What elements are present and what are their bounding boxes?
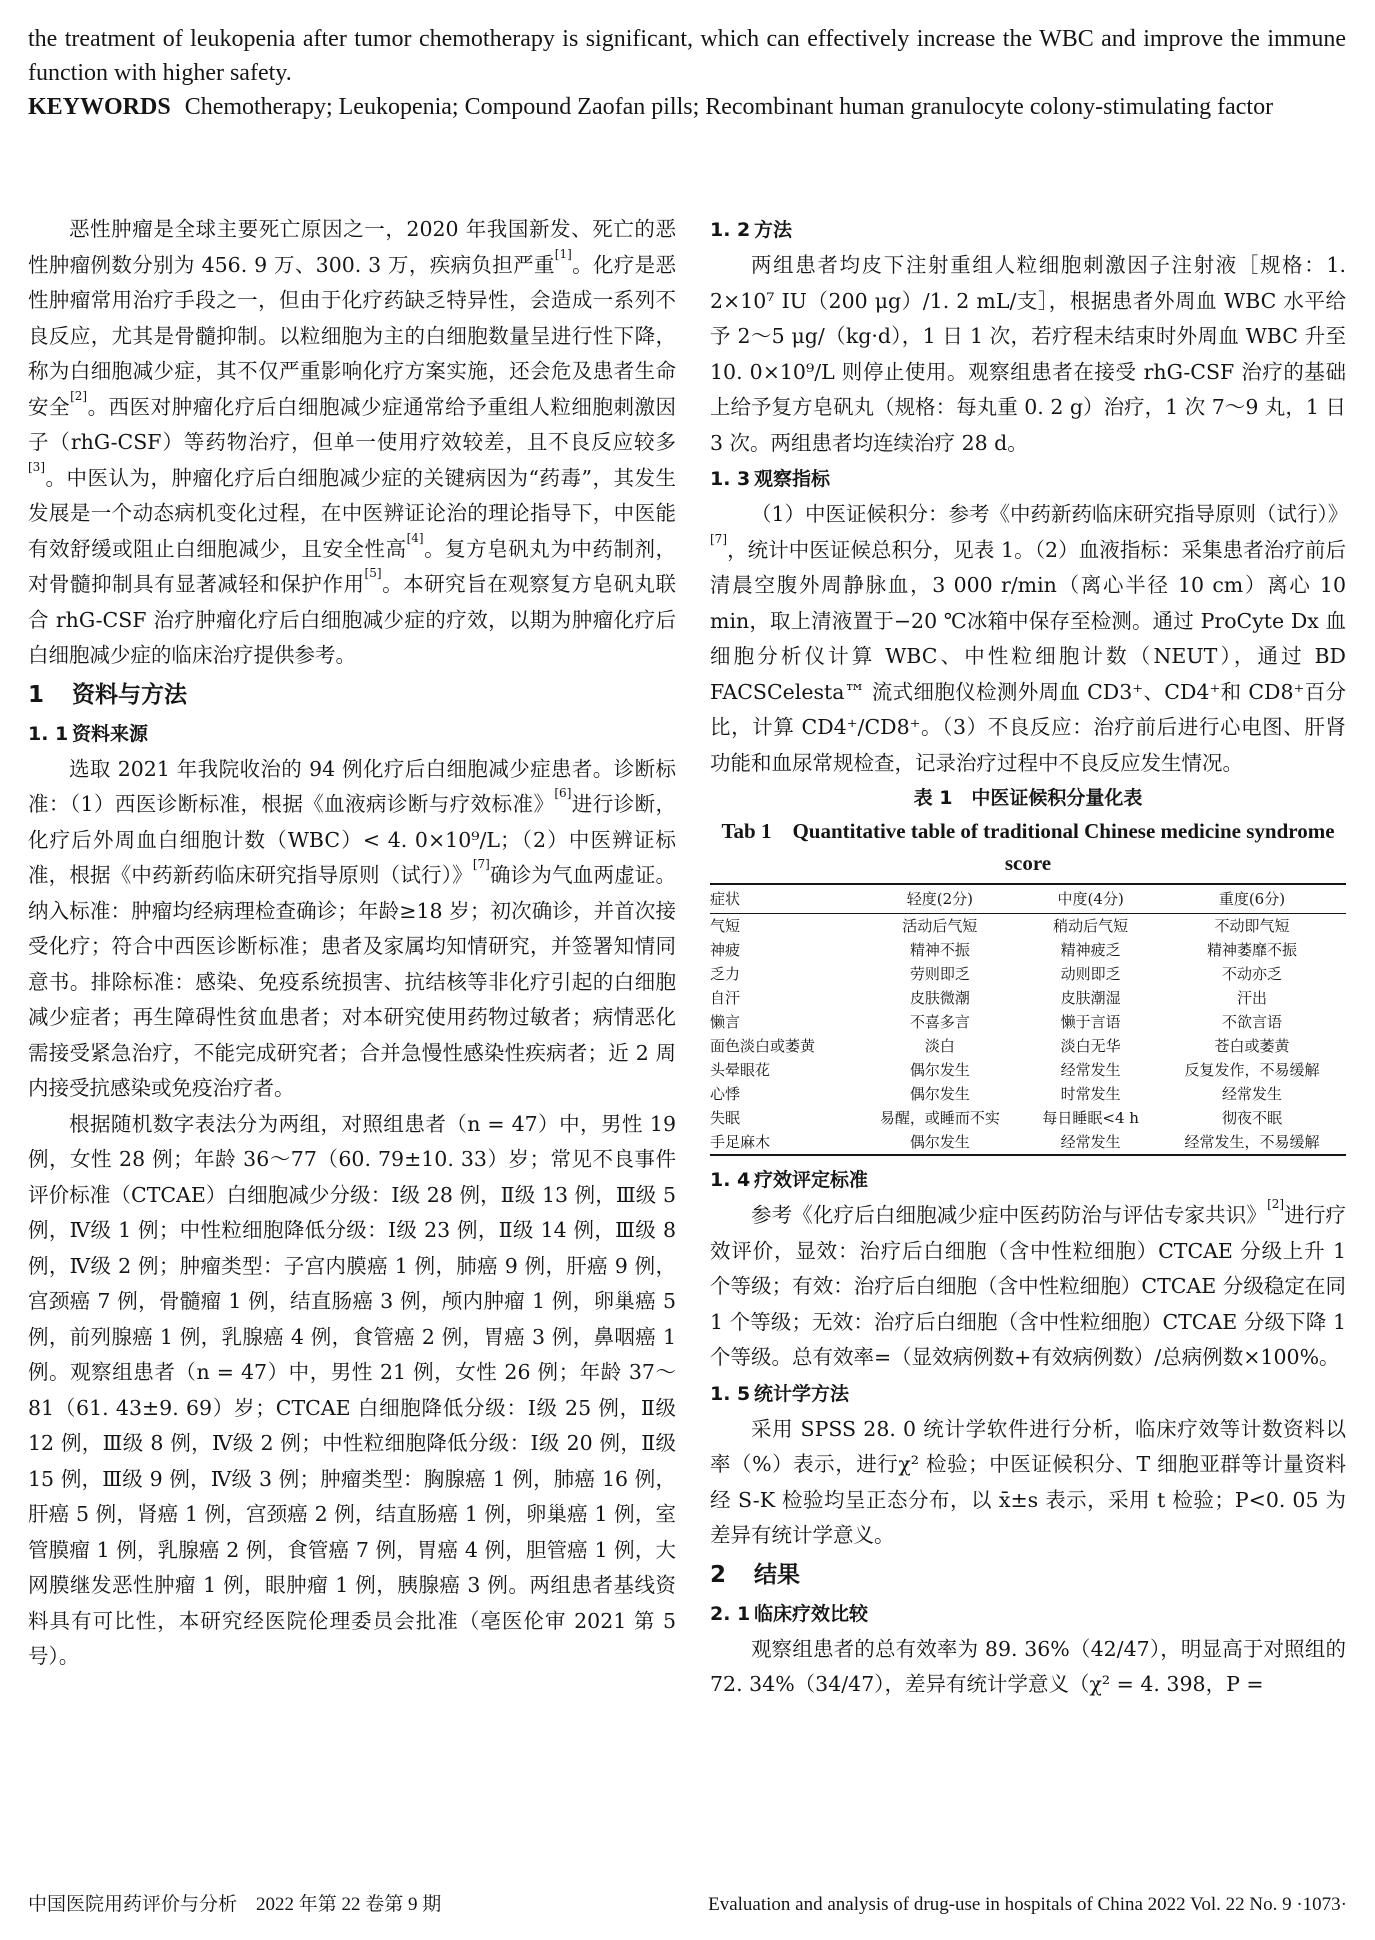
table-row: 头晕眼花 偶尔发生 经常发生 反复发作，不易缓解 [710,1061,1320,1079]
table-caption [710,781,1346,879]
subsection-heading-clinical-efficacy: 2. 1 临床疗效比较 [710,1602,869,1625]
subsection-heading-observation: 1. 3 观察指标 [710,468,831,490]
table-header: 轻度(2分) [856,884,1023,914]
citation[interactable]: [7] [472,857,490,871]
table-row: 自汗 皮肤微潮 皮肤潮湿 汗出 [710,989,1267,1007]
table-row: 懒言 不喜多言 懒于言语 不欲言语 [710,1013,1282,1031]
table-header: 症状 [710,884,856,914]
efficacy-paragraph: 参考《化疗后白细胞减少症中医药防治与评估专家共识》[2]进行疗效评价，显效：治疗后白细胞（含中性粒细胞）CTCAE 分级上升 1 个等级；有效：治疗后白细胞（含中性粒细胞）CTCAE 分级稳定在同 1 个等级；无效：治疗后白细胞（含中性粒细胞）CTCAE 分级下降 1 个等级。总有效率=（显效病例数+有效病例数）/总病例数×100%。 [710,1197,1347,1369]
citation[interactable]: [3] [28,459,45,474]
subsection-heading-method: 1. 2 方法 [710,219,793,241]
keywords-label: KEYWORDS [28,94,171,120]
data-source-paragraph: 选取 2021 年我院收治的 94 例化疗后白细胞减少症患者。诊断标准：（1）西医诊断标准，根据《血液病诊断与疗效标准》[6]进行诊断，化疗后外周血白细胞计数（WBC）< 4. 0×10⁹/L；（2）中医辨证标准，根据《中药新药临床研究指导原则（试行）》[7]确诊为气血两虚证。纳入标准：肿瘤均经病理检查确诊；年龄≥18 岁；初次确诊，并首次接受化疗；符合中西医诊断标准；患者及家属均知情研究，并签署知情同意书。排除标准：感染、免疫系统损害、抗结核等非化疗引起的白细胞减少症者；再生障碍性贫血患者；对本研究使用药物过敏者；病情恶化需接受紧急治疗，不能完成研究者；合并急慢性感染性疾病者；近 2 周内接受抗感染或免疫治疗者。 [28,756,677,1100]
subsection-heading-efficacy: 1. 4 疗效评定标准 [710,1169,869,1191]
observation-paragraph: （1）中医证候积分：参考《中药新药临床研究指导原则（试行）》[7]，统计中医证候总积分，见表 1。（2）血液指标：采集患者治疗前后清晨空腹外周静脉血，3 000 r/min（离心半径 10 cm）离心 10 min，取上清液置于−20 ℃冰箱中保存至检测。通过 ProCyte Dx 血细胞分析仪计算 WBC、中性粒细胞计数（NEUT），通过 BD FACSCelesta™ 流式细胞仪检测外周血 CD3⁺、CD4⁺和 CD8⁺百分比，计算 CD4⁺/CD8⁺。（3）不良反应：治疗前后进行心电图、肝肾功能和血尿常规检查，记录治疗过程中不良反应发生情况。 [710,502,1349,775]
citation[interactable]: [1] [554,246,572,261]
citation[interactable]: [5] [364,566,382,580]
statistics-paragraph: 采用 SPSS 28. 0 统计学软件进行分析，临床疗效等计数资料以率（%）表示，进行χ² 检验；中医证候积分、T 细胞亚群等计量资料经 S-K 检验均呈正态分布，以 x̄±s 表示，采用 t 检验；P<0. 05 为差异有统计学意义。 [710,1416,1346,1547]
results-paragraph: 观察组患者的总有效率为 89. 36%（42/47），明显高于对照组的 72. 34%（34/47），差异有统计学意义（χ² = 4. 398，P = [710,1636,1346,1696]
keywords-line [28,90,1346,124]
table-caption-cn: 表 1 中医证候积分量化表 [913,787,1143,809]
keywords-text: Chemotherapy; Leukopenia; Compound Zaofan pills; Recombinant human granulocyte colony-stimulating factor [184,94,1274,120]
subsection-heading-data-source: 1. 1 资料来源 [28,722,149,745]
table-row: 神疲 精神不振 精神疲乏 精神萎靡不振 [710,941,1297,959]
citation[interactable]: [2] [1267,1197,1285,1211]
footer-journal-en: Evaluation and analysis of drug-use in hospitals of China 2022 Vol. 22 No. 9 ·1073· [708,1894,1347,1915]
groups-paragraph: 根据随机数字表法分为两组，对照组患者（n = 47）中，男性 19 例，女性 28 例；年龄 36～77（60. 79±10. 33）岁；常见不良事件评价标准（CTCAE）白细胞减少分级：Ⅰ级 28 例，Ⅱ级 13 例，Ⅲ级 5 例，Ⅳ级 1 例；中性粒细胞降低分级：Ⅰ级 23 例，Ⅱ级 14 例，Ⅲ级 8 例，Ⅳ级 2 例；肿瘤类型：子宫内膜癌 1 例，肺癌 9 例，肝癌 9 例，宫颈癌 7 例，骨髓瘤 1 例，结直肠癌 3 例，颅内肿瘤 1 例，卵巢癌 5 例，前列腺癌 1 例，乳腺癌 4 例，食管癌 2 例，胃癌 3 例，鼻咽癌 1 例。观察组患者（n = 47）中，男性 21 例，女性 26 例；年龄 37～81（61. 43±9. 69）岁；CTCAE 白细胞降低分级：Ⅰ级 25 例，Ⅱ级 12 例，Ⅲ级 8 例，Ⅳ级 2 例；中性粒细胞降低分级：Ⅰ级 20 例，Ⅱ级 15 例，Ⅲ级 9 例，Ⅳ级 3 例；肿瘤类型：胸腺癌 1 例，肺癌 16 例，肝癌 5 例，肾癌 1 例，宫颈癌 2 例，结直肠癌 1 例，卵巢癌 1 例，室管膜瘤 1 例，乳腺癌 2 例，食管癌 7 例，胃癌 4 例，胆管癌 1 例，大网膜继发恶性肿瘤 1 例，眼肿瘤 1 例，胰腺癌 3 例。两组患者基线资料具有可比性，本研究经医院伦理委员会批准（亳医伦审 2021 第 5 号）。 [28,1111,676,1668]
table-row: 失眠 易醒，或睡而不实 每日睡眠<4 h 彻夜不眠 [710,1109,1282,1127]
table-row: 乏力 劳则即乏 动则即乏 不动亦乏 [710,965,1282,983]
table-header: 重度(6分) [1158,884,1346,914]
left-column [28,212,676,1675]
table-row: 面色淡白或萎黄 淡白 淡白无华 苍白或萎黄 [710,1037,1290,1055]
table-row: 气短 活动后气短 稍动后气短 不动即气短 [710,917,1290,935]
syndrome-score-table [710,883,1346,1156]
table-caption-en: Tab 1 Quantitative table of traditional Chinese medicine syndrome score [721,819,1335,875]
subsection-heading-statistics: 1. 5 统计学方法 [710,1382,850,1405]
table-header-row [710,884,1346,914]
abstract-section [28,22,1346,124]
intro-paragraph: 恶性肿瘤是全球主要死亡原因之一，2020 年我国新发、死亡的恶性肿瘤例数分别为 456. 9 万、300. 3 万，疾病负担严重[1]。化疗是恶性肿瘤常用治疗手段之一，但由于化疗药缺乏特异性，会造成一系列不良反应，尤其是骨髓抑制。以粒细胞为主的白细胞数量呈进行性下降，称为白细胞减少症，其不仅严重影响化疗方案实施，还会危及患者生命安全[2]。西医对肿瘤化疗后白细胞减少症通常给予重组人粒细胞刺激因子（rhG-CSF）等药物治疗，但单一使用疗效较差，且不良反应较多[3]。中医认为，肿瘤化疗后白细胞减少症的关键病因为“药毒”，其发生发展是一个动态病机变化过程，在中医辨证论治的理论指导下，中医能有效舒缓或阻止白细胞减少，且安全性高[4]。复方皂矾丸为中药制剂，对骨髓抑制具有显著减轻和保护作用[5]。本研究旨在观察复方皂矾丸联合 rhG-CSF 治疗肿瘤化疗后白细胞减少症的疗效，以期为肿瘤化疗后白细胞减少症的临床治疗提供参考。 [28,217,677,667]
table-row: 手足麻木 偶尔发生 经常发生 经常发生，不易缓解 [710,1130,1346,1155]
citation[interactable]: [2] [70,388,88,403]
table-row: 心悸 偶尔发生 时常发生 经常发生 [710,1085,1282,1103]
citation[interactable]: [7] [710,531,727,546]
citation[interactable]: [4] [406,530,424,545]
section-heading-materials-methods: 1 资料与方法 [28,681,187,708]
right-column [710,212,1349,1703]
section-heading-results: 2 结果 [710,1561,800,1588]
table-header: 中度(4分) [1023,884,1157,914]
abstract-result-text: the treatment of leukopenia after tumor chemotherapy is significant, which can effectively increase the WBC and improve the immune function with higher safety. [28,26,1346,86]
footer-journal-cn: 中国医院用药评价与分析 2022 年第 22 卷第 9 期 [28,1894,442,1915]
method-paragraph: 两组患者均皮下注射重组人粒细胞刺激因子注射液［规格：1. 2×10⁷ IU（200 μg）/1. 2 mL/支］，根据患者外周血 WBC 水平给予 2～5 μg/（kg·d），1 日 1 次，若疗程未结束时外周血 WBC 升至 10. 0×10⁹/L 则停止使用。观察组患者在接受 rhG-CSF 治疗的基础上给予复方皂矾丸（规格：每丸重 0. 2 g）治疗，1 次 7～9 丸，1 日 3 次。两组患者均连续治疗 28 d。 [710,253,1346,455]
citation[interactable]: [6] [554,786,572,800]
